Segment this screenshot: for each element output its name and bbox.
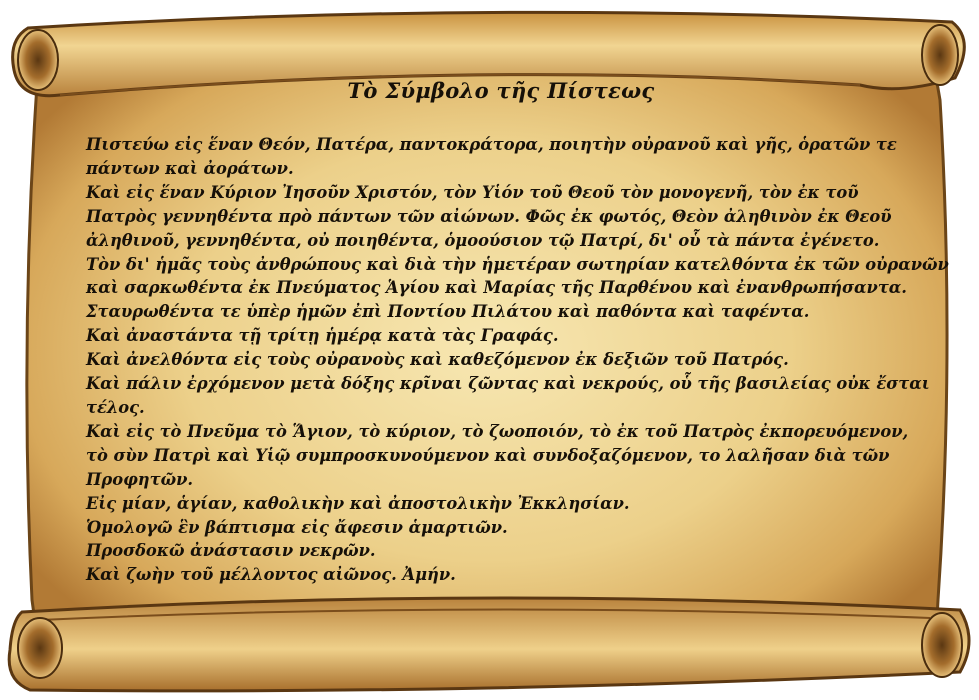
document-title: Τὸ Σύμβολο τῆς Πίστεως [347, 78, 655, 103]
text-line: τέλος. [86, 397, 145, 417]
text-line: Πιστεύω εἰς ἕναν Θεόν, Πατέρα, παντοκράτορα, ποιητὴν οὐρανοῦ καὶ γῆς, ὁρατῶν τε [86, 135, 897, 154]
text-line: ἀληθινοῦ, γεννηθέντα, οὐ ποιηθέντα, ὁμοούσιον τῷ Πατρί, δι' οὗ τὰ πάντα ἐγένετο. [86, 230, 880, 250]
text-line: Τὸν δι' ἡμᾶς τοὺς ἀνθρώπους καὶ διὰ τὴν ἡμετέραν σωτηρίαν κατελθόντα ἐκ τῶν οὐρανῶν [86, 254, 949, 274]
text-line: Προφητῶν. [86, 469, 194, 489]
creed-lines [86, 133, 949, 587]
text-line: Καὶ ἀναστάντα τῇ τρίτῃ ἡμέρᾳ κατὰ τὰς Γραφάς. [86, 326, 559, 346]
text-line: Καὶ πάλιν ἐρχόμενον μετὰ δόξης κρῖναι ζῶντας καὶ νεκρούς, οὗ τῆς βασιλείας οὐκ ἔσται [86, 374, 930, 394]
text-line: Καὶ εἰς ἕναν Κύριον Ἰησοῦν Χριστόν, τὸν Υἱόν τοῦ Θεοῦ τὸν μονογενῆ, τὸν ἐκ τοῦ [86, 182, 859, 202]
text-line: καὶ σαρκωθέντα ἐκ Πνεύματος Ἁγίου καὶ Μαρίας τῆς Παρθένου καὶ ἐνανθρωπήσαντα. [86, 278, 907, 298]
text-line: Καὶ εἰς τὸ Πνεῦμα τὸ Ἅγιον, τὸ κύριον, τὸ ζωοποιόν, τὸ ἐκ τοῦ Πατρὸς ἐκπορευόμενον, [86, 421, 909, 441]
text-line: Προσδοκῶ ἀνάστασιν νεκρῶν. [86, 541, 376, 561]
text-line: τὸ σὺν Πατρὶ καὶ Υἱῷ συμπροσκυνούμενον καὶ συνδοξαζόμενον, το λαλῆσαν διὰ τῶν [86, 445, 890, 465]
text-line: Σταυρωθέντα τε ὑπὲρ ἡμῶν ἐπὶ Ποντίου Πιλάτου καὶ παθόντα καὶ ταφέντα. [86, 302, 810, 322]
text-line: Καὶ ἀνελθόντα εἰς τοὺς οὐρανοὺς καὶ καθεζόμενον ἐκ δεξιῶν τοῦ Πατρός. [86, 350, 789, 370]
text-line: Καὶ ζωὴν τοῦ μέλλοντος αἰῶνος. Ἀμήν. [86, 565, 456, 585]
text-line: Ὁμολογῶ ἓν βάπτισμα εἰς ἄφεσιν ἁμαρτιῶν. [86, 517, 508, 537]
text-line: Εἰς μίαν, ἁγίαν, καθολικὴν καὶ ἀποστολικὴν Ἐκκλησίαν. [86, 493, 630, 513]
text-line: πάντων καὶ ἀοράτων. [86, 158, 294, 178]
text-line: Πατρὸς γεννηθέντα πρὸ πάντων τῶν αἰώνων. Φῶς ἐκ φωτός, Θεὸν ἀληθινὸν ἐκ Θεοῦ [86, 206, 892, 226]
creed-text-block [86, 78, 949, 587]
